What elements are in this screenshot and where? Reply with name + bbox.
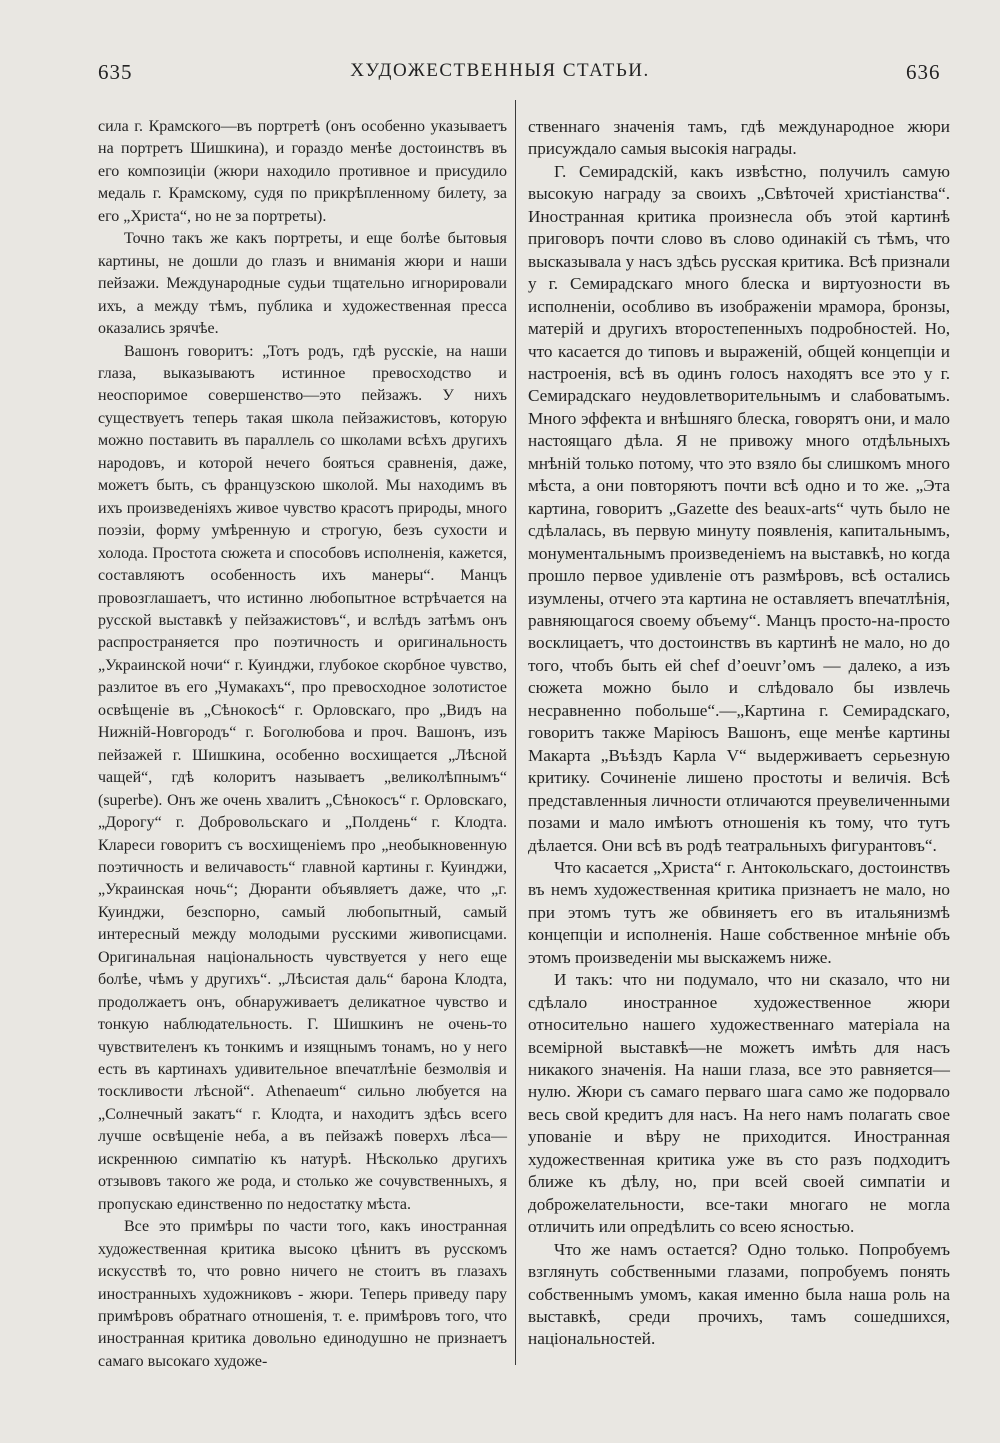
page-number-left: 635 xyxy=(98,60,133,84)
paragraph: Точно такъ же какъ портреты, и еще болѣе бытовыя картины, не дошли до глазъ и вниманія жюри и наши пейзажи. Международные судьи тщательно игнорировали ихъ, а между тѣмъ, публика и художественная пресса оказались зрячѣе. xyxy=(98,230,507,338)
column-divider xyxy=(515,100,516,1365)
paragraph: ственнаго значенія тамъ, гдѣ международное жюри присуждало самыя высокія награды. xyxy=(528,117,950,159)
paragraph: Что касается „Христа“ г. Антокольскаго, достоинствъ въ немъ художественная критика признаетъ не мало, но при этомъ тутъ же обвиняетъ его въ итальянизмѣ концепціи и исполненія. Наше собственное мнѣніе объ этомъ произведеніи мы выскажемъ ниже. xyxy=(528,857,950,967)
left-column xyxy=(98,116,507,1373)
running-title: ХУДОЖЕСТВЕННЫЯ СТАТЬИ. xyxy=(350,60,650,81)
paragraph: сила г. Крамского—въ портретѣ (онъ особенно указываетъ на портретъ Шишкина), и гораздо менѣе достоинствъ въ его композиціи (жюри находило противное и присудило медаль г. Крамскому, судя по прикрѣпленному билету, за его „Христа“, но не за портреты). xyxy=(98,118,507,225)
paragraph: Г. Семирадскій, какъ извѣстно, получилъ самую высокую награду за своихъ „Свѣточей христіанства“. Иностранная критика произнесла объ этой картинѣ приговоръ почти слово въ слово одинакій съ тѣмъ, что высказывала у насъ здѣсь русская критика. Всѣ признали у г. Семирадскаго много блеска и виртуозности въ исполненіи, особливо въ изображеніи мрамора, бронзы, матерій и другихъ второстепенныхъ подробностей. Но, что касается до типовъ и выраженій, общей концепціи и настроенія, всѣ въ одинъ голосъ находятъ все это у г. Семирадскаго неудовлетворительнымъ и слабоватымъ. Много эффекта и внѣшняго блеска, говорятъ они, и мало настоящаго дѣла. Я не привожу много отдѣльныхъ мнѣній только потому, что это взяло бы слишкомъ много мѣста, а они повторяютъ почти всѣ одно и то же. „Эта картина, говоритъ „Gazette des beaux-arts“ чуть было не сдѣлалась, въ первую минуту появленія, капитальнымъ, монументальнымъ произведеніемъ на выставкѣ, но когда прошло первое удивленіе отъ размѣровъ, всѣ остались изумлены, отчего эта картина не оставляетъ впечатлѣнія, равняющагося своему объему“. Манцъ просто-на-просто восклицаетъ, что достоинствъ въ картинѣ не мало, но до того, чтобъ быть ей chef d’oeuvr’омъ — далеко, а изъ сюжета можно было и слѣдовало бы извлечь несравненно побольше“.—„Картина г. Семирадскаго, говоритъ также Маріюсъ Вашонъ, еще менѣе картины Макарта „Въѣздъ Карла V“ выдерживаетъ серьезную критику. Сочиненіе лишено простоты и величія. Всѣ представленныя личности отличаются преувеличенными позами и мало имѣютъ отношенія къ тому, что тутъ дѣлается. Они всѣ въ родѣ театральныхъ фигурантовъ“. xyxy=(528,161,950,855)
paragraph: Все это примѣры по части того, какъ иностранная художественная критика высоко цѣнитъ въ русскомъ искусствѣ то, что ровно ничего не стоитъ въ глазахъ иностранныхъ художниковъ - жюри. Теперь приведу пару примѣровъ обратнаго отношенія, т. е. примѣровъ того, что иностранная критика довольно единодушно не признаетъ самаго высокаго художе- xyxy=(98,1218,507,1370)
right-column xyxy=(528,116,950,1351)
paragraph: Вашонъ говоритъ: „Тотъ родъ, гдѣ русскіе, на наши глаза, выказываютъ истинное превосходство и неоспоримое совершенство—это пейзажъ. У нихъ существуетъ теперь такая школа пейзажистовъ, которую можно поставить въ параллель со школами всѣхъ другихъ народовъ, и которой нечего бояться сравненія, даже, можетъ быть, съ французскою школой. Мы находимъ въ ихъ произведеніяхъ живое чувство красотъ природы, много поэзіи, форму умѣренную и строгую, безъ сухости и холода. Простота сюжета и способовъ исполненія, кажется, составляютъ особенность ихъ манеры“. Манцъ провозглашаетъ, что истинно любопытное встрѣчается на русской выставкѣ у пейзажистовъ“, и вслѣдъ затѣмъ онъ распространяется про поэтичность и оригинальность „Украинской ночи“ г. Куинджи, глубокое скорбное чувство, разлитое въ его „Чумакахъ“, про превосходное золотистое освѣщеніе въ „Сѣнокосѣ“ г. Орловскаго, про „Видъ на Нижній-Новгородъ“ г. Боголюбова и проч. Вашонъ, изъ пейзажей г. Шишкина, особенно восхищается „Лѣсной чащей“, гдѣ колоритъ называетъ „великолѣпнымъ“ (superbe). Онъ же очень хвалитъ „Сѣнокосъ“ г. Орловскаго, „Дорогу“ г. Добровольскаго и „Полдень“ г. Клодта. Клареси говоритъ съ восхищеніемъ про „необыкновенную поэтичность и величавость“ главной картины г. Куинджи, „Украинская ночь“; Дюранти объявляетъ даже, что „г. Куинджи, безспорно, самый любопытный, самый интересный между молодыми русскими живописцами. Оригинальная національность чувствуется у него еще болѣе, чѣмъ у другихъ“. „Лѣсистая даль“ барона Клодта, продолжаетъ онъ, обнаруживаетъ деликатное чувство и тонкую наблюдательность. Г. Шишкинъ не очень-то чувствителенъ къ тонкимъ и изящнымъ тонамъ, но у него есть въ картинахъ удивительное впечатлѣніе безмолвія и тоскливости лѣсной“. Athenaeum“ сильно любуется на „Солнечный закатъ“ г. Клодта, и находитъ здѣсь всего лучше освѣщеніе неба, а въ пейзажѣ поверхъ лѣса—искреннюю симпатію къ натурѣ. Нѣсколько другихъ отзывовъ такого же рода, и столько же сочувственныхъ, я пропускаю единственно по недостатку мѣста. xyxy=(98,342,507,1213)
page-number-right: 636 xyxy=(906,60,941,84)
paragraph: И такъ: что ни подумало, что ни сказало, что ни сдѣлало иностранное художественное жюри относительно нашего художественнаго матеріала на всемірной выставкѣ—не можетъ имѣть для насъ никакого значенія. На наши глаза, все это равняется—нулю. Жюри съ самаго перваго шага само же подорвало весь свой кредитъ для насъ. На него намъ полагать свое упованіе и вѣру не приходится. Иностранная художественная критика уже въ сто разъ подходитъ ближе къ дѣлу, но, при всей своей симпатіи и доброжелательности, все-таки многаго не могла отличить или опредѣлить со всею ясностью. xyxy=(528,970,950,1237)
paragraph: Что же намъ остается? Одно только. Попробуемъ взглянуть собственными глазами, попробуемъ понять собственнымъ умомъ, какая именно была наша роль на выставкѣ, среди прочихъ, тамъ сошедшихся, національностей. xyxy=(528,1239,950,1349)
